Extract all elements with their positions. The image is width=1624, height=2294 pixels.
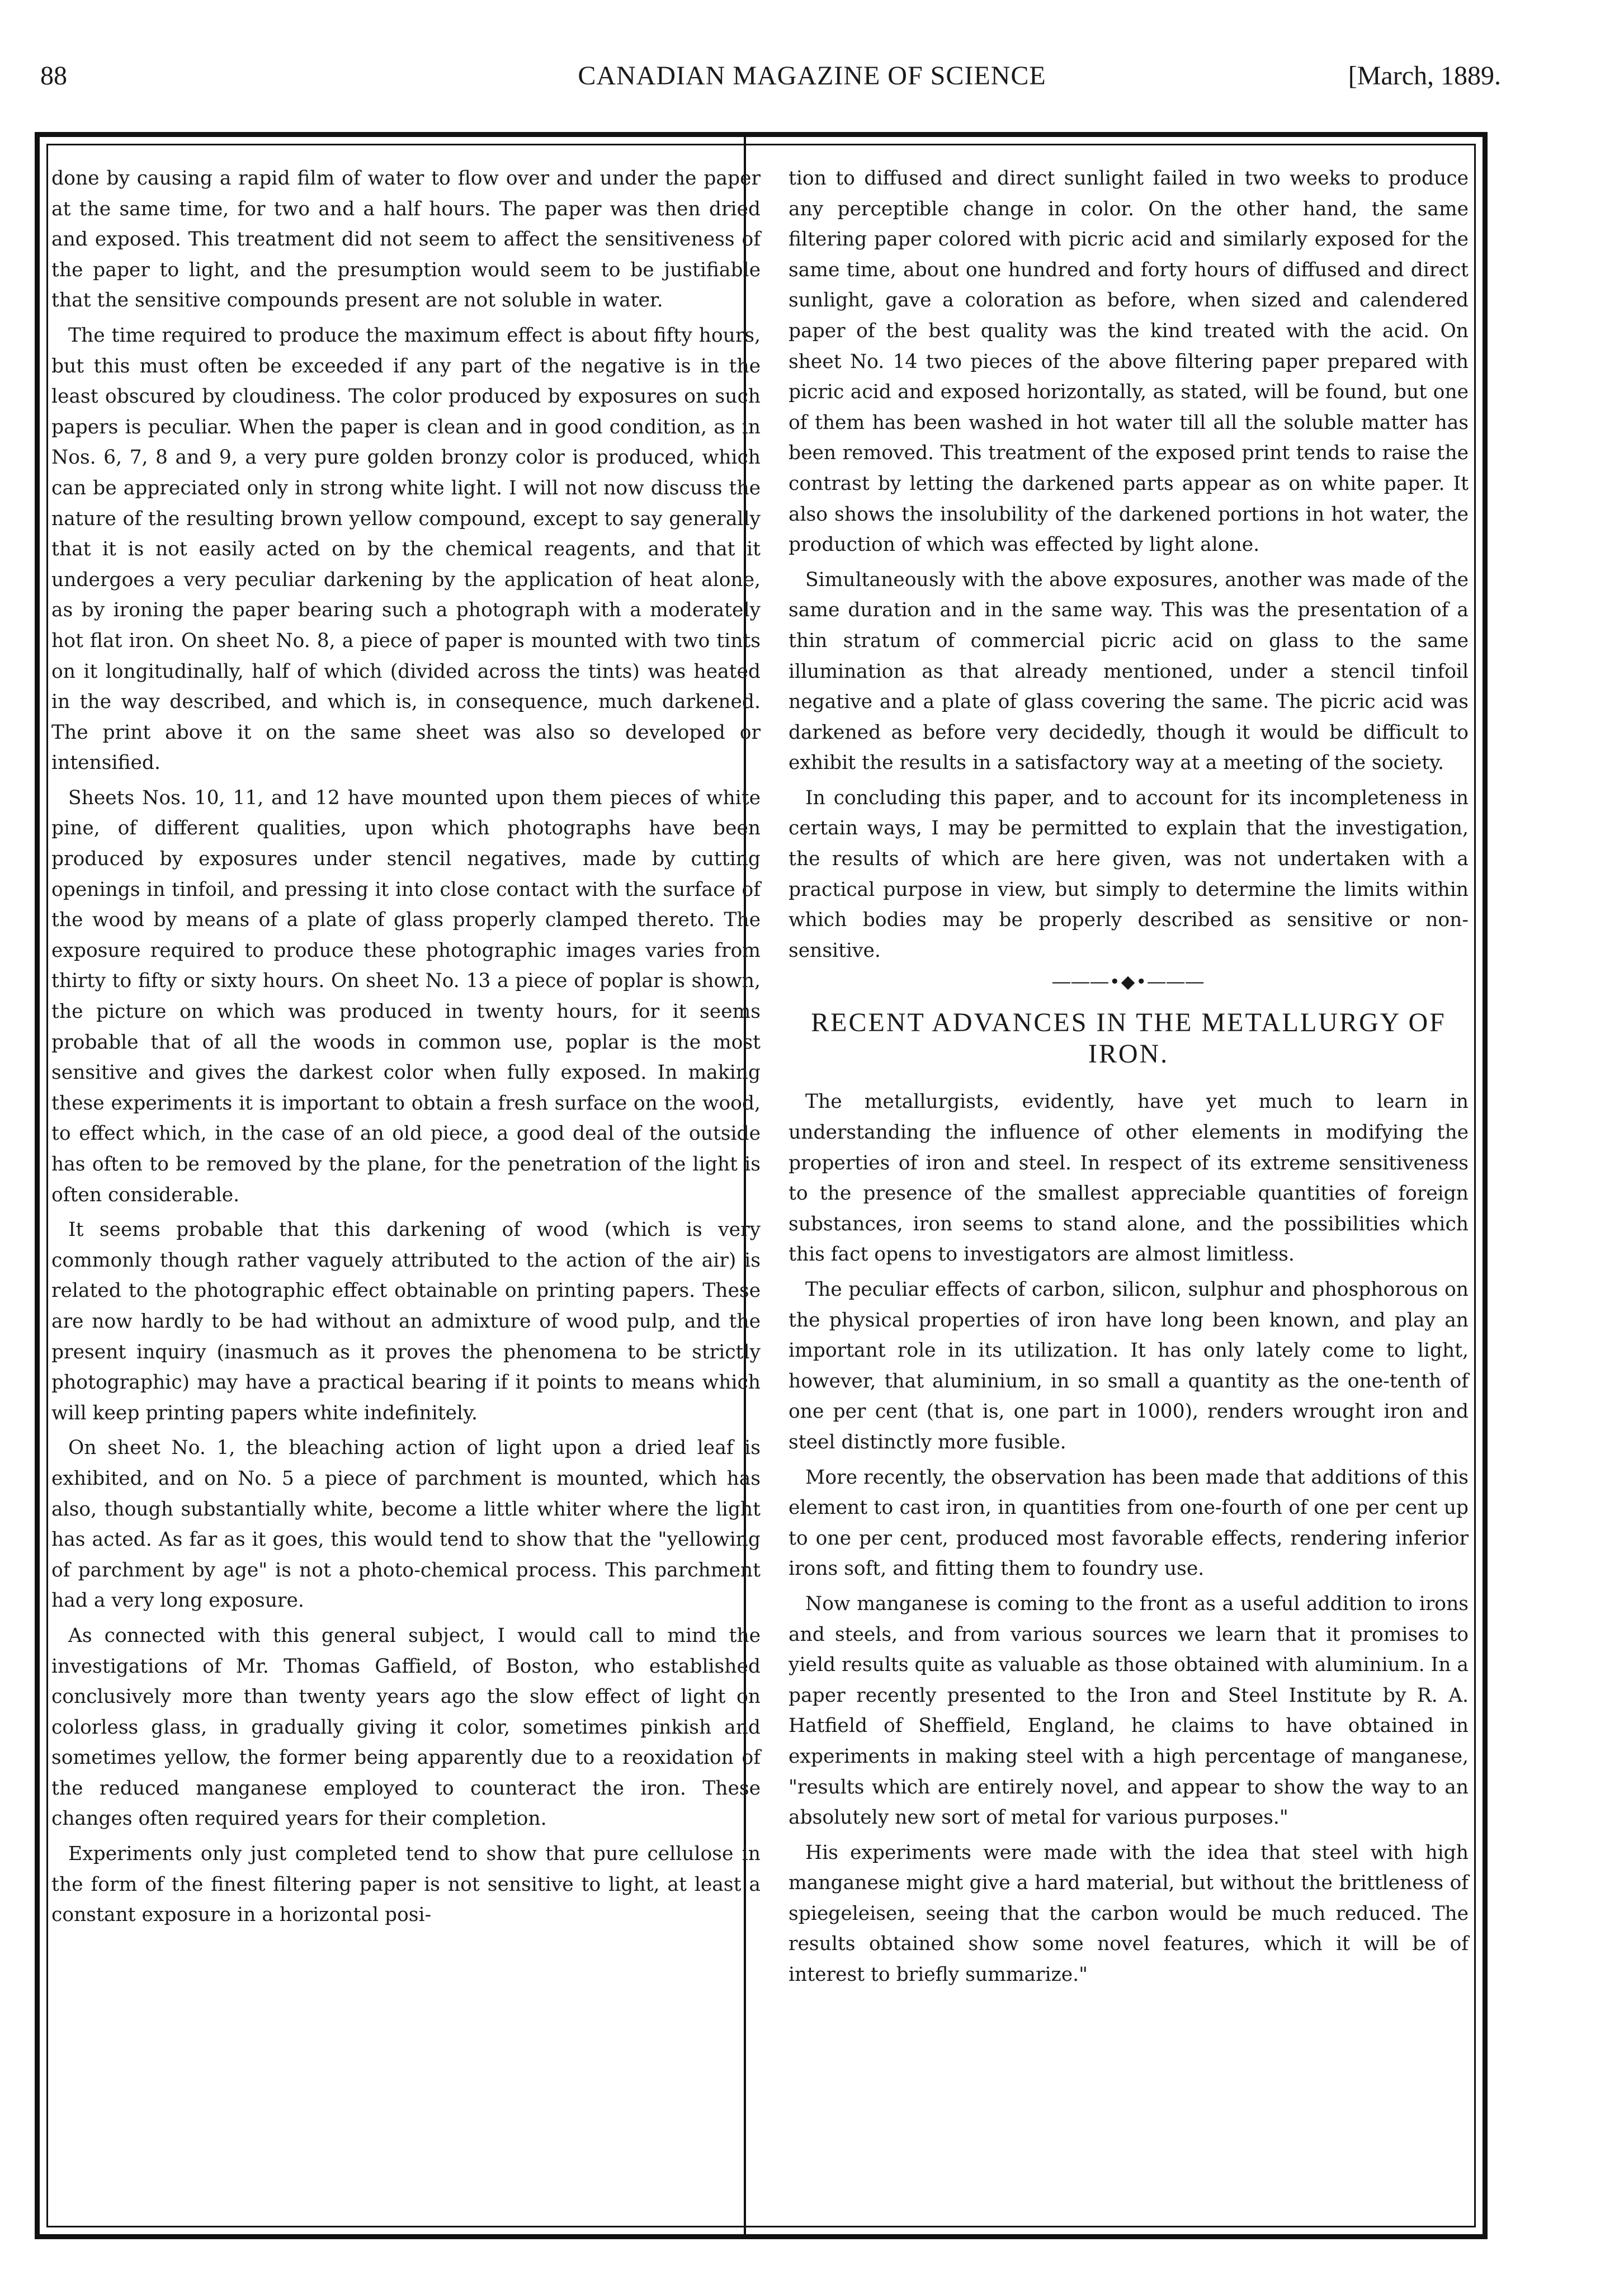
paragraph: It seems probable that this darkening of wood (which is very commonly though rather vaguely attributed to the action of the air) is related to the photographic effect obtainable on printing papers. These are now hardly to be had without an admixture of wood pulp, and the present inquiry (inasmuch as it proves the phenomena to be strictly photographic) may have a practical bearing if it points to means which will keep printing papers white indefinitely.	[51, 1219, 761, 1424]
paragraph: The time required to produce the maximum effect is about fifty hours, but this must often be exceeded if any part of the negative is in the least obscured by cloudiness. The color produced by exposures on such papers is peculiar. When the paper is clean and in good condition, as in Nos. 6, 7, 8 and 9, a very pure golden bronzy color is produced, which can be appreciated only in strong white light. I will not now discuss the nature of the resulting brown yellow compound, except to say generally that it is not easily acted on by the chemical reagents, and that it undergoes a very peculiar darkening by the application of heat alone, as by ironing the paper bearing such a photograph with a moderately hot flat iron. On sheet No. 8, a piece of paper is mounted with two tints on it longitudinally, half of which (divided across the tints) was heated in the way described, and which is, in consequence, much darkened. The print above it on the same sheet was also so developed or intensified.	[51, 324, 761, 775]
section-ornament: ―――•◆•―――	[1052, 971, 1205, 993]
paragraph: In concluding this paper, and to account for its incompleteness in certain ways, I may be permitted to explain that the investigation, the results of which are here given, was not undertaken with a practical purpose in view, but simply to determine the limits within which bodies may be properly described as sensitive or non-sensitive.	[789, 786, 1469, 962]
paragraph: His experiments were made with the idea that steel with high manganese might give a hard material, but without the brittleness of spiegeleisen, seeing that the carbon would be much reduced. The results obtained show some novel features, which it will be of interest to briefly summarize."	[789, 1841, 1469, 1986]
paragraph: As connected with this general subject, I would call to mind the investigations of Mr. Thomas Gaffield, of Boston, who established conclusively more than twenty years ago the slow effect of light on colorless glass, in gradually giving it color, sometimes pinkish and sometimes yellow, the former being apparently due to a reoxidation of the reduced manganese employed to counteract the iron. These changes often required years for their completion.	[51, 1624, 761, 1830]
paragraph: More recently, the observation has been made that additions of this element to cast iron, in quantities from one-fourth of one per cent up to one per cent, produced most favorable effects, rendering inferior irons soft, and fitting them to foundry use.	[789, 1466, 1469, 1580]
paragraph: Simultaneously with the above exposures, another was made of the same duration and in the same way. This was the presentation of a thin stratum of commercial picric acid on glass to the same illumination as that already mentioned, under a stencil tinfoil negative and a plate of glass covering the same. The picric acid was darkened as before very decidedly, though it would be difficult to exhibit the results in a satisfactory way at a meeting of the society.	[789, 568, 1469, 775]
paragraph: tion to diffused and direct sunlight failed in two weeks to produce any perceptible change in color. On the other hand, the same filtering paper colored with picric acid and similarly exposed for the same time, about one hundred and forty hours of diffused and direct sunlight, gave a coloration as before, when sized and calendered paper of the best quality was the kind treated with the acid. On sheet No. 14 two pieces of the above filtering paper prepared with picric acid and exposed horizontally, as stated, will be found, but one of them has been washed in hot water till all the soluble matter has been removed. This treatment of the exposed print tends to raise the contrast by letting the darkened parts appear as on white paper. It also shows the insolubility of the darkened portions in hot water, the production of which was effected by light alone.	[789, 167, 1469, 556]
paragraph: The peculiar effects of carbon, silicon, sulphur and phosphorous on the physical properties of iron have long been known, and play an important role in its utilization. It has only lately come to light, however, that aluminium, in so small a quantity as the one-tenth of one per cent (that is, one part in 1000), renders wrought iron and steel distinctly more fusible.	[789, 1278, 1469, 1453]
paragraph: On sheet No. 1, the bleaching action of light upon a dried leaf is exhibited, and on No. 5 a piece of parchment is mounted, which has also, though substantially white, become a little whiter where the light has acted. As far as it goes, this would tend to show that the "yellowing of parchment by age" is not a photo-chemical process. This parchment had a very long exposure.	[51, 1437, 761, 1612]
paragraph: Sheets Nos. 10, 11, and 12 have mounted upon them pieces of white pine, of different qualities, upon which photographs have been produced by exposures under stencil negatives, made by cutting openings in tinfoil, and pressing it into close contact with the surface of the wood by means of a plate of glass properly clamped thereto. The exposure required to produce these photographic images varies from thirty to fifty or sixty hours. On sheet No. 13 a piece of poplar is shown, the picture on which was produced in twenty hours, for it seems probable that of all the woods in common use, poplar is the most sensitive and gives the darkest color when fully exposed. In making these experiments it is important to obtain a fresh surface on the wood, to effect which, in the case of an old piece, a good deal of the outside has often to be removed by the plane, for the penetration of the light is often considerable.	[51, 786, 761, 1206]
left-column	[51, 163, 761, 1935]
paragraph: The metallurgists, evidently, have yet much to learn in understanding the influence of other elements in modifying the properties of iron and steel. In respect of its extreme sensitiveness to the presence of the smallest appreciable quantities of foreign substances, iron seems to stand alone, and the possibilities which this fact opens to investigators are almost limitless.	[789, 1091, 1469, 1266]
issue-date: [March, 1889.	[1348, 61, 1501, 91]
running-title: CANADIAN MAGAZINE OF SCIENCE	[578, 61, 1046, 91]
page-number: 88	[40, 61, 67, 91]
paragraph: Experiments only just completed tend to show that pure cellulose in the form of the finest filtering paper is not sensitive to light, at least a constant exposure in a horizontal posi-	[51, 1843, 761, 1927]
page-header	[0, 60, 1624, 105]
right-column	[789, 163, 1469, 1995]
section-heading: RECENT ADVANCES IN THE METALLURGY OF IRON.	[811, 1008, 1446, 1069]
paragraph: done by causing a rapid film of water to flow over and under the paper at the same time, for two and a half hours. The paper was then dried and exposed. This treatment did not seem to affect the sensitiveness of the paper to light, and the presumption would seem to be justifiable that the sensitive compounds present are not soluble in water.	[51, 167, 761, 312]
paragraph: Now manganese is coming to the front as a useful addition to irons and steels, and from various sources we learn that it promises to yield results quite as valuable as those obtained with aluminium. In a paper recently presented to the Iron and Steel Institute by R. A. Hatfield of Sheffield, England, he claims to have obtained in experiments in making steel with a high percentage of manganese, "results which are entirely novel, and appear to show the way to an absolutely new sort of metal for various purposes."	[789, 1592, 1469, 1829]
